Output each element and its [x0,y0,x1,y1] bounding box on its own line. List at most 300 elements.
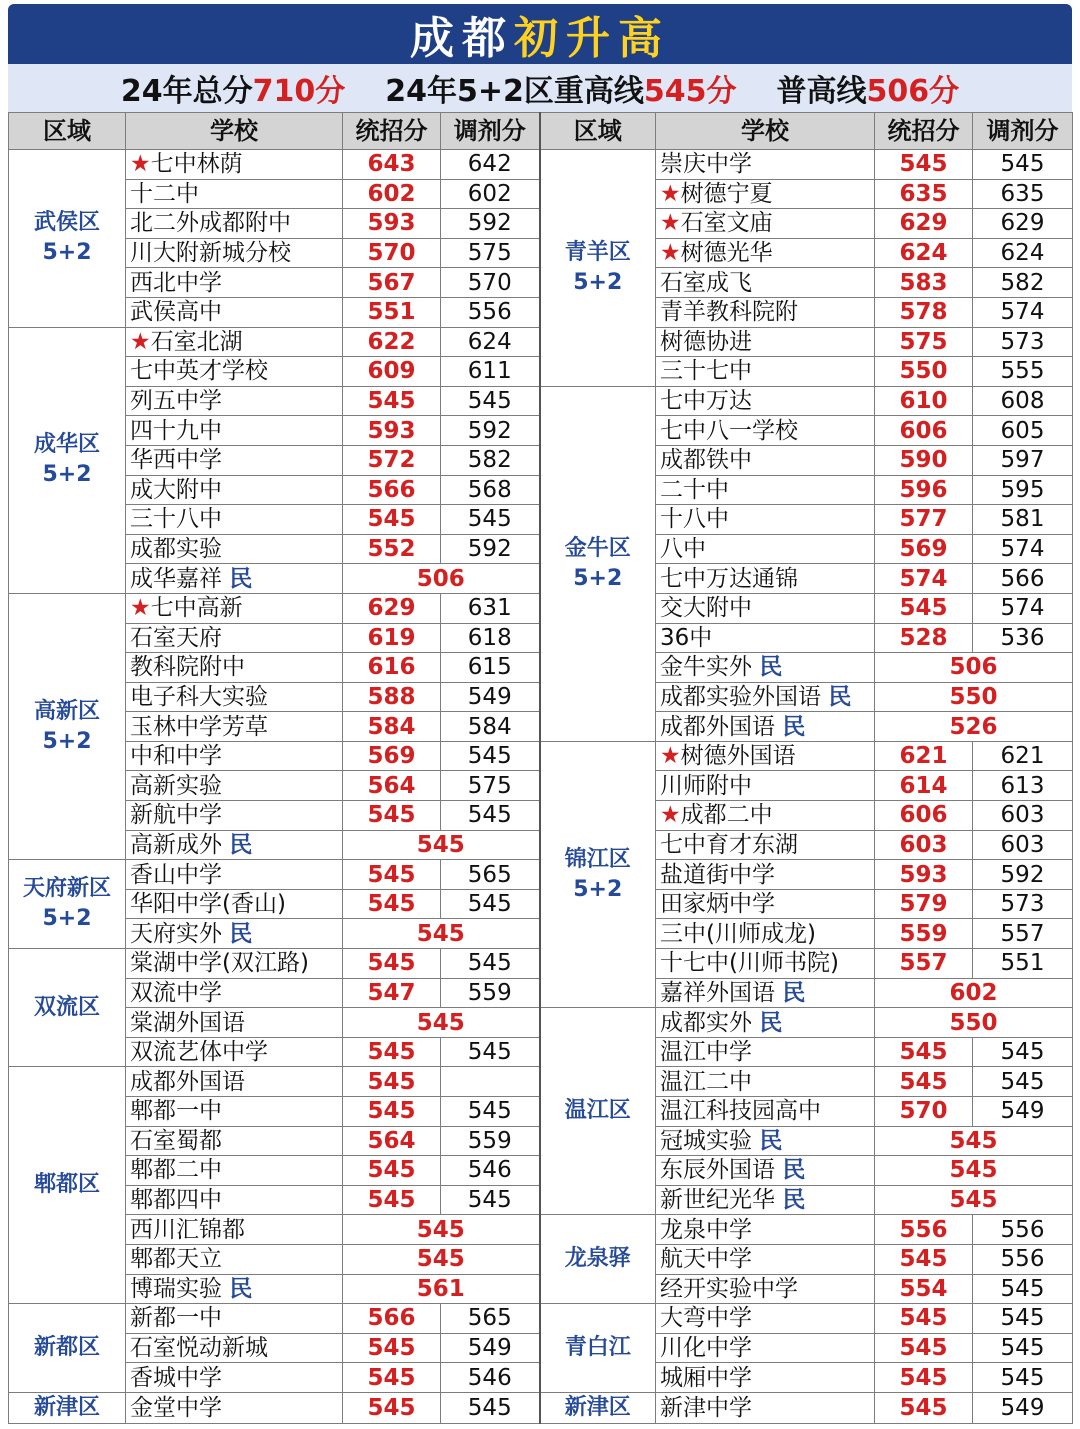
table-body [9,150,1073,1424]
adjusted-score-cell: 592 [441,209,540,239]
school-cell [126,623,343,653]
header-score-left: 统招分 [343,113,441,150]
school-cell [126,1392,343,1423]
school-cell [656,445,875,475]
unified-score-cell: 559 [875,919,973,949]
school-cell [126,1008,343,1038]
adjusted-score-cell: 556 [441,297,540,327]
school-cell [656,1274,875,1304]
school-name: 博瑞实验 [130,1275,222,1302]
header-adjust-right: 调剂分 [973,113,1073,150]
school-name: 三十八中 [130,506,222,533]
district-cell [540,1304,656,1393]
adjusted-score-cell: 549 [973,1097,1073,1127]
unified-score-cell: 550 [875,357,973,387]
header-school-left: 学校 [126,113,343,150]
district-label: 锦江区 [564,846,631,872]
school-cell [126,475,343,505]
private-badge: 民 [759,1127,783,1154]
school-name: 东辰外国语 [660,1157,775,1184]
school-name: 树德宁夏 [680,180,773,207]
school-cell [656,416,875,446]
school-name: 武侯高中 [130,299,222,326]
school-name: 三十七中 [660,358,752,385]
unified-score-cell: 621 [875,741,973,771]
district-label: 青羊区 [564,239,631,265]
school-cell [126,386,343,416]
unified-score-cell: 545 [343,1037,441,1067]
school-cell [126,978,343,1008]
star-icon: ★ [130,151,151,178]
school-cell [656,623,875,653]
header-row [9,113,1073,150]
table-row [9,1392,1073,1423]
district-label: 青白江 [564,1335,631,1361]
unified-score-cell: 577 [875,505,973,535]
adjusted-score-cell: 545 [441,1185,540,1215]
school-name: 新津中学 [660,1394,752,1421]
school-cell [656,150,875,180]
school-name: 四十九中 [130,417,222,444]
school-cell [126,860,343,890]
school-cell [126,682,343,712]
school-cell [656,268,875,298]
school-cell [656,919,875,949]
score-table [8,112,1073,1424]
school-name: 成都二中 [680,802,773,829]
unified-score-cell: 606 [875,801,973,831]
school-name: 郫都二中 [130,1157,222,1184]
school-name: 盐道街中学 [660,861,775,888]
school-name: 郫都四中 [130,1187,222,1214]
score-table-wrapper [8,112,1072,1424]
merged-score-cell: 545 [875,1185,1073,1215]
school-cell [126,1274,343,1304]
total-score-note: 24年总分710分 [120,74,346,109]
school-cell [656,209,875,239]
school-cell [126,949,343,979]
star-icon: ★ [660,802,681,829]
unified-score-cell: 545 [343,386,441,416]
private-badge: 民 [828,683,852,710]
school-name: 成都实外 [660,1009,752,1036]
school-name: 香城中学 [130,1364,222,1391]
adjusted-score-cell: 545 [441,889,540,919]
district-label: 新津区 [564,1394,631,1420]
school-cell [126,830,343,860]
school-cell [656,1304,875,1334]
school-cell [656,830,875,860]
private-badge: 民 [229,920,253,947]
school-cell [656,712,875,742]
school-name: 大弯中学 [660,1305,752,1332]
adjusted-score-cell: 592 [441,534,540,564]
school-name: 川大附新城分校 [130,240,291,267]
school-name: 树德光华 [680,240,773,267]
school-name: 七中英才学校 [130,358,268,385]
school-cell [656,1156,875,1186]
unified-score-cell: 609 [343,357,441,387]
district-label: 天府新区 [22,876,111,902]
district-label: 5+2 [573,269,623,295]
school-name: 棠湖外国语 [130,1009,245,1036]
district-cell [9,860,126,949]
school-name: 中和中学 [130,743,222,770]
unified-score-cell: 554 [875,1274,973,1304]
merged-score-cell: 545 [343,919,540,949]
adjusted-score-cell: 574 [973,534,1073,564]
adjusted-score-cell: 545 [973,1067,1073,1097]
school-name: 树德外国语 [680,743,796,770]
school-cell [126,268,343,298]
district-cell [9,1067,126,1304]
private-badge: 民 [759,654,783,681]
unified-score-cell: 545 [875,1244,973,1274]
school-cell [126,150,343,180]
adjusted-score-cell [441,1067,540,1097]
school-name: 金堂中学 [130,1394,222,1421]
school-name: 石室成飞 [660,269,752,296]
adjusted-score-cell: 549 [973,1392,1073,1423]
school-cell [656,534,875,564]
private-badge: 民 [782,713,806,740]
school-name: 温江中学 [660,1039,752,1066]
merged-score-cell: 526 [875,712,1073,742]
school-name: 交大附中 [660,595,752,622]
school-name: 西北中学 [130,269,222,296]
district-label: 5+2 [42,906,92,932]
school-cell [126,357,343,387]
star-icon: ★ [660,240,681,267]
district-label: 龙泉驿 [564,1246,631,1272]
school-name: 石室北湖 [150,328,243,355]
school-cell [126,297,343,327]
unified-score-cell: 578 [875,297,973,327]
school-name: 七中八一学校 [660,417,798,444]
school-name: 温江二中 [660,1068,752,1095]
school-name: 教科院附中 [130,654,245,681]
school-cell [126,1304,343,1334]
school-cell [126,593,343,623]
star-icon: ★ [130,595,151,622]
unified-score-cell: 564 [343,771,441,801]
unified-score-cell: 643 [343,150,441,180]
unified-score-cell: 588 [343,682,441,712]
adjusted-score-cell: 574 [973,297,1073,327]
adjusted-score-cell: 556 [973,1215,1073,1245]
adjusted-score-cell: 595 [973,475,1073,505]
unified-score-cell: 570 [343,238,441,268]
adjusted-score-cell: 592 [441,416,540,446]
school-cell [656,475,875,505]
adjusted-score-cell: 545 [973,150,1073,180]
school-name: 郫都一中 [130,1098,222,1125]
unified-score-cell: 545 [343,1185,441,1215]
school-cell [656,741,875,771]
school-name: 北二外成都附中 [130,210,291,237]
merged-score-cell: 545 [875,1156,1073,1186]
school-name: 成都实验外国语 [660,683,821,710]
adjusted-score-cell: 635 [973,179,1073,209]
school-name: 航天中学 [660,1246,752,1273]
school-cell [126,179,343,209]
district-label: 武侯区 [33,210,100,236]
unified-score-cell: 593 [875,860,973,890]
district-cell [9,949,126,1067]
unified-score-cell: 603 [875,830,973,860]
unified-score-cell: 575 [875,327,973,357]
school-cell [126,1215,343,1245]
district-cell [540,1008,656,1215]
school-name: 成大附中 [130,476,222,503]
adjusted-score-cell: 565 [441,1304,540,1334]
merged-score-cell: 550 [875,1008,1073,1038]
district-cell [9,1304,126,1393]
district-label: 新都区 [33,1335,100,1361]
school-cell [656,386,875,416]
school-name: 经开实验中学 [660,1275,798,1302]
school-cell [126,1067,343,1097]
school-cell [126,889,343,919]
unified-score-cell: 545 [343,860,441,890]
adjusted-score-cell: 549 [441,1333,540,1363]
district-cell [540,150,656,387]
unified-score-cell: 545 [343,1363,441,1393]
district-label: 成华区 [33,432,100,458]
merged-score-cell: 550 [875,682,1073,712]
key-high-line-note: 24年5+2区重高线545分 [385,74,737,109]
unified-score-cell: 545 [343,1097,441,1127]
private-badge: 民 [229,1275,253,1302]
adjusted-score-cell: 545 [441,386,540,416]
unified-score-cell: 545 [343,949,441,979]
school-name: 36中 [660,624,713,651]
header-adjust-left: 调剂分 [441,113,540,150]
district-cell [540,386,656,741]
star-icon: ★ [130,328,151,355]
unified-score-cell: 545 [875,593,973,623]
school-name: 列五中学 [130,388,222,415]
adjusted-score-cell: 545 [973,1333,1073,1363]
adjusted-score-cell: 545 [441,741,540,771]
school-name: 八中 [660,536,706,563]
adjusted-score-cell: 597 [973,445,1073,475]
school-name: 石室天府 [130,624,222,651]
unified-score-cell: 622 [343,327,441,357]
unified-score-cell: 566 [343,475,441,505]
adjusted-score-cell: 568 [441,475,540,505]
adjusted-score-cell: 559 [441,978,540,1008]
unified-score-cell: 545 [875,1037,973,1067]
school-name: 七中林荫 [150,151,243,178]
school-name: 龙泉中学 [660,1216,752,1243]
unified-score-cell: 528 [875,623,973,653]
school-cell [656,1126,875,1156]
adjusted-score-cell: 605 [973,416,1073,446]
page-title [8,4,1072,64]
unified-score-cell: 545 [343,505,441,535]
adjusted-score-cell: 629 [973,209,1073,239]
merged-score-cell: 545 [875,1126,1073,1156]
adjusted-score-cell: 557 [973,919,1073,949]
school-cell [656,593,875,623]
adjusted-score-cell: 545 [441,1037,540,1067]
district-label: 郫都区 [33,1172,100,1198]
school-name: 石室文庙 [680,210,773,237]
unified-score-cell: 593 [343,209,441,239]
unified-score-cell: 545 [343,889,441,919]
school-cell [656,505,875,535]
adjusted-score-cell: 573 [973,889,1073,919]
unified-score-cell: 614 [875,771,973,801]
district-cell [9,327,126,593]
adjusted-score-cell: 621 [973,741,1073,771]
unified-score-cell: 545 [343,1156,441,1186]
table-row [9,1008,1073,1038]
school-name: 成都铁中 [660,447,752,474]
private-badge: 民 [782,979,806,1006]
adjusted-score-cell: 545 [441,1392,540,1423]
adjusted-score-cell: 581 [973,505,1073,535]
school-name: 三中(川师成龙) [660,920,816,947]
adjusted-score-cell: 545 [973,1037,1073,1067]
unified-score-cell: 545 [875,1304,973,1334]
school-name: 高新成外 [130,831,222,858]
school-cell [656,357,875,387]
school-name: 双流艺体中学 [130,1039,268,1066]
school-name: 高新实验 [130,772,222,799]
adjusted-score-cell: 603 [973,830,1073,860]
adjusted-score-cell: 545 [441,801,540,831]
adjusted-score-cell: 570 [441,268,540,298]
private-badge: 民 [759,1009,783,1036]
school-name: 成都外国语 [660,713,775,740]
school-name: 川化中学 [660,1335,752,1362]
school-name: 西川汇锦都 [130,1216,245,1243]
school-name: 七中育才东湖 [660,831,798,858]
adjusted-score-cell: 555 [973,357,1073,387]
school-name: 青羊教科院附 [660,299,798,326]
school-cell [126,505,343,535]
unified-score-cell: 545 [875,1067,973,1097]
private-badge: 民 [782,1187,806,1214]
district-label: 5+2 [42,728,92,754]
school-name: 新都一中 [130,1305,222,1332]
merged-score-cell: 561 [343,1274,540,1304]
school-name: 华阳中学(香山) [130,891,286,918]
unified-score-cell: 606 [875,416,973,446]
unified-score-cell: 545 [343,1067,441,1097]
school-name: 石室蜀都 [130,1127,222,1154]
school-cell [656,1392,875,1423]
school-name: 天府实外 [130,920,222,947]
adjusted-score-cell: 551 [973,949,1073,979]
school-name: 成都实验 [130,536,222,563]
unified-score-cell: 574 [875,564,973,594]
district-label: 新津区 [33,1394,100,1420]
adjusted-score-cell: 546 [441,1363,540,1393]
school-cell [126,416,343,446]
school-cell [656,297,875,327]
adjusted-score-cell: 573 [973,327,1073,357]
adjusted-score-cell: 624 [973,238,1073,268]
unified-score-cell: 551 [343,297,441,327]
unified-score-cell: 564 [343,1126,441,1156]
unified-score-cell: 552 [343,534,441,564]
adjusted-score-cell: 613 [973,771,1073,801]
school-cell [126,564,343,594]
school-cell [126,1156,343,1186]
title-part-2: 初升高 [514,13,670,64]
school-name: 石室悦动新城 [130,1335,268,1362]
adjusted-score-cell: 566 [973,564,1073,594]
adjusted-score-cell: 556 [973,1244,1073,1274]
adjusted-score-cell: 549 [441,682,540,712]
merged-score-cell: 545 [343,1008,540,1038]
school-cell [126,801,343,831]
adjusted-score-cell: 559 [441,1126,540,1156]
school-cell [126,771,343,801]
unified-score-cell: 602 [343,179,441,209]
adjusted-score-cell: 545 [441,505,540,535]
school-cell [656,682,875,712]
adjusted-score-cell: 615 [441,653,540,683]
adjusted-score-cell: 608 [973,386,1073,416]
adjusted-score-cell: 545 [973,1304,1073,1334]
school-name: 电子科大实验 [130,683,268,710]
adjusted-score-cell: 631 [441,593,540,623]
adjusted-score-cell: 545 [441,1097,540,1127]
school-cell [656,179,875,209]
school-cell [656,889,875,919]
school-name: 棠湖中学(双江路) [130,950,309,977]
school-cell [656,1215,875,1245]
school-cell [656,238,875,268]
table-row [9,1304,1073,1334]
school-cell [656,327,875,357]
adjusted-score-cell: 582 [973,268,1073,298]
school-name: 新世纪光华 [660,1187,775,1214]
school-cell [126,1333,343,1363]
school-cell [126,209,343,239]
adjusted-score-cell: 575 [441,238,540,268]
unified-score-cell: 590 [875,445,973,475]
school-name: 香山中学 [130,861,222,888]
school-name: 十七中(川师书院) [660,950,839,977]
unified-score-cell: 583 [875,268,973,298]
district-label: 5+2 [42,462,92,488]
school-cell [126,1126,343,1156]
table-row [9,386,1073,416]
school-name: 双流中学 [130,979,222,1006]
school-cell [656,1037,875,1067]
adjusted-score-cell: 611 [441,357,540,387]
school-cell [126,919,343,949]
school-name: 温江科技园高中 [660,1098,821,1125]
district-cell [9,1392,126,1423]
unified-score-cell: 572 [343,445,441,475]
private-badge: 民 [229,831,253,858]
adjusted-score-cell: 602 [441,179,540,209]
unified-score-cell: 569 [875,534,973,564]
unified-score-cell: 629 [343,593,441,623]
merged-score-cell: 506 [343,564,540,594]
school-cell [126,445,343,475]
school-name: 新航中学 [130,802,222,829]
district-label: 5+2 [573,565,623,591]
district-cell [540,1392,656,1423]
school-cell [656,1008,875,1038]
